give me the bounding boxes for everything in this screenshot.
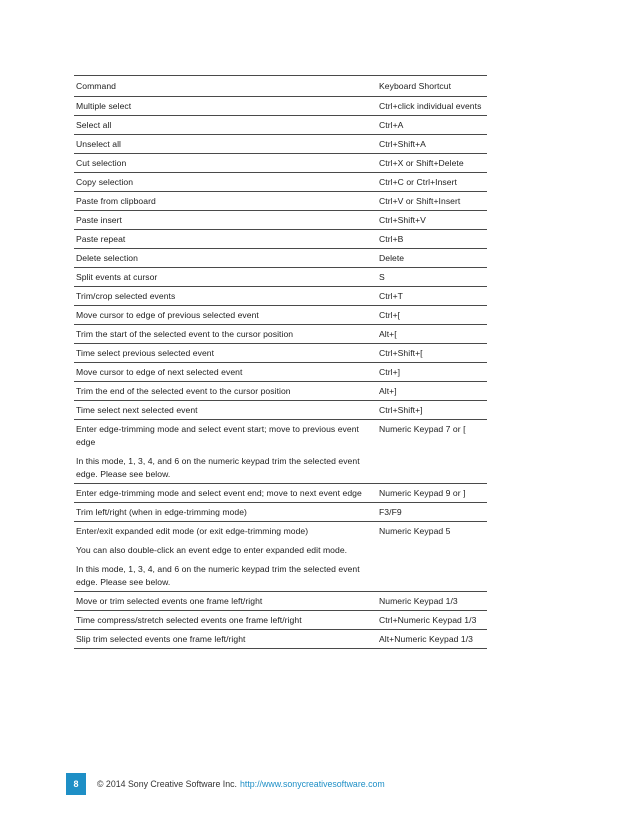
command-text: Time select previous selected event [76, 348, 215, 358]
page-number: 8 [66, 773, 86, 795]
command-text: Trim/crop selected events [76, 291, 176, 301]
command-text: Trim the end of the selected event to the cursor position [76, 386, 291, 396]
shortcut-cell: Ctrl+Shift+A [374, 135, 487, 154]
shortcut-cell: Ctrl+Shift+] [374, 401, 487, 420]
table-row [74, 420, 487, 484]
page-footer [66, 773, 385, 795]
table-row [74, 135, 487, 154]
shortcut-cell: S [374, 268, 487, 287]
command-cell [74, 116, 374, 135]
shortcut-cell: Ctrl+V or Shift+Insert [374, 192, 487, 211]
shortcut-cell: Ctrl+[ [374, 306, 487, 325]
table-row [74, 268, 487, 287]
command-cell [74, 306, 374, 325]
command-text: Delete selection [76, 253, 138, 263]
command-cell [74, 420, 374, 484]
command-text: In this mode, 1, 3, 4, and 6 on the numeric keypad trim the selected event edge. Please see below. [76, 564, 360, 587]
table-row [74, 287, 487, 306]
copyright-text: © 2014 Sony Creative Software Inc. [97, 779, 237, 789]
command-cell [74, 97, 374, 116]
command-text: Move cursor to edge of previous selected event [76, 310, 259, 320]
table-row [74, 592, 487, 611]
command-text: Time select next selected event [76, 405, 198, 415]
shortcut-cell: Numeric Keypad 9 or ] [374, 484, 487, 503]
command-text: Trim left/right (when in edge-trimming mode) [76, 507, 247, 517]
table-row [74, 192, 487, 211]
table-row [74, 363, 487, 382]
table-row [74, 611, 487, 630]
command-text: Select all [76, 120, 112, 130]
shortcut-cell: Numeric Keypad 7 or [ [374, 420, 487, 484]
shortcut-cell: Ctrl+] [374, 363, 487, 382]
table-row [74, 173, 487, 192]
command-text: Cut selection [76, 158, 127, 168]
command-cell [74, 484, 374, 503]
shortcut-cell: Ctrl+X or Shift+Delete [374, 154, 487, 173]
command-cell [74, 522, 374, 592]
table-row [74, 630, 487, 649]
table-row [74, 344, 487, 363]
command-cell [74, 268, 374, 287]
table-body [74, 97, 487, 649]
table-row [74, 97, 487, 116]
table-row [74, 116, 487, 135]
command-text: Enter edge-trimming mode and select event end; move to next event edge [76, 488, 362, 498]
command-text: Slip trim selected events one frame left/right [76, 634, 246, 644]
command-cell [74, 230, 374, 249]
command-cell [74, 363, 374, 382]
table-row [74, 522, 487, 592]
shortcut-cell: Ctrl+Numeric Keypad 1/3 [374, 611, 487, 630]
command-text: Copy selection [76, 177, 134, 187]
shortcut-cell: Ctrl+Shift+[ [374, 344, 487, 363]
shortcut-column-header: Keyboard Shortcut [374, 76, 487, 97]
shortcut-cell: Ctrl+Shift+V [374, 211, 487, 230]
command-text: Trim the start of the selected event to the cursor position [76, 329, 294, 339]
shortcut-cell: Alt+Numeric Keypad 1/3 [374, 630, 487, 649]
table-row [74, 230, 487, 249]
command-text: In this mode, 1, 3, 4, and 6 on the numeric keypad trim the selected event edge. Please see below. [76, 456, 360, 479]
table-row [74, 325, 487, 344]
command-cell [74, 630, 374, 649]
command-text: Enter edge-trimming mode and select event start; move to previous event edge [76, 424, 359, 447]
table-header-row [74, 76, 487, 97]
command-cell [74, 382, 374, 401]
table-row [74, 401, 487, 420]
website-link[interactable]: http://www.sonycreativesoftware.com [239, 779, 385, 789]
table-row [74, 154, 487, 173]
command-text: Move cursor to edge of next selected event [76, 367, 243, 377]
command-text: Time compress/stretch selected events one frame left/right [76, 615, 302, 625]
command-text: Multiple select [76, 101, 132, 111]
command-cell [74, 173, 374, 192]
command-text: Paste insert [76, 215, 122, 225]
command-cell [74, 287, 374, 306]
command-text: Unselect all [76, 139, 122, 149]
command-cell [74, 249, 374, 268]
command-text: Enter/exit expanded edit mode (or exit edge-trimming mode) [76, 526, 309, 536]
shortcut-cell: F3/F9 [374, 503, 487, 522]
command-text: Paste from clipboard [76, 196, 156, 206]
shortcut-cell: Ctrl+A [374, 116, 487, 135]
shortcut-cell: Alt+] [374, 382, 487, 401]
command-text: Split events at cursor [76, 272, 158, 282]
shortcut-cell: Ctrl+C or Ctrl+Insert [374, 173, 487, 192]
command-text: Paste repeat [76, 234, 126, 244]
command-column-header: Command [74, 76, 374, 97]
command-cell [74, 401, 374, 420]
command-cell [74, 154, 374, 173]
shortcut-cell: Delete [374, 249, 487, 268]
table-row [74, 306, 487, 325]
keyboard-shortcuts-table [74, 75, 487, 649]
table-row [74, 211, 487, 230]
command-text: You can also double-click an event edge to enter expanded edit mode. [76, 545, 348, 555]
table-row [74, 503, 487, 522]
shortcut-cell: Ctrl+click individual events [374, 97, 487, 116]
command-cell [74, 135, 374, 154]
shortcut-cell: Numeric Keypad 1/3 [374, 592, 487, 611]
command-cell [74, 344, 374, 363]
command-cell [74, 325, 374, 344]
command-cell [74, 503, 374, 522]
table-row [74, 484, 487, 503]
command-text: Move or trim selected events one frame left/right [76, 596, 263, 606]
command-cell [74, 611, 374, 630]
command-cell [74, 592, 374, 611]
shortcut-cell: Ctrl+B [374, 230, 487, 249]
table-row [74, 382, 487, 401]
shortcut-cell: Ctrl+T [374, 287, 487, 306]
shortcut-cell: Alt+[ [374, 325, 487, 344]
table-row [74, 249, 487, 268]
command-cell [74, 211, 374, 230]
command-cell [74, 192, 374, 211]
shortcut-cell: Numeric Keypad 5 [374, 522, 487, 592]
